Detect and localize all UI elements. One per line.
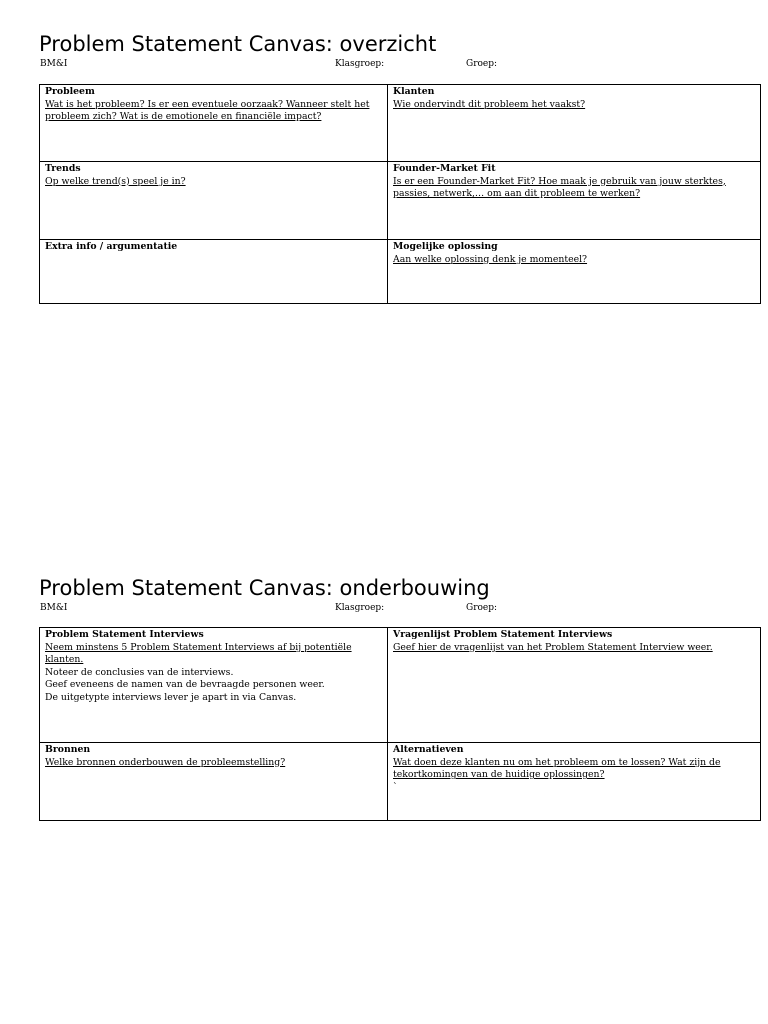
cell-title: Probleem: [45, 86, 95, 97]
cell-prompt: Wat is het probleem? Is er een eventuele oorzaak? Wanneer stelt het probleem zich? Wat is de emotionele en financiële impact?: [45, 98, 370, 123]
cell-title: Vragenlijst Problem Statement Interviews: [393, 629, 613, 640]
cell-mogelijke-oplossing[interactable]: [388, 240, 760, 303]
group-label: Groep:: [466, 59, 498, 69]
cell-klanten[interactable]: [388, 85, 760, 161]
cell-prompt: Welke bronnen onderbouwen de probleemstelling?: [45, 756, 286, 768]
meta-row: [39, 57, 762, 71]
cell-prompt: Op welke trend(s) speel je in?: [45, 175, 186, 187]
instruction-line: De uitgetypte interviews lever je apart in via Canvas.: [45, 691, 297, 703]
cell-founder-market-fit[interactable]: [388, 162, 760, 239]
group-label: Groep:: [466, 603, 498, 613]
cell-title: Founder-Market Fit: [393, 163, 496, 174]
cell-trends[interactable]: [40, 162, 387, 239]
cell-bronnen[interactable]: [40, 743, 387, 820]
cell-prompt: Wat doen deze klanten nu om het probleem om te lossen? Wat zijn de tekortkomingen van de huidige oplossingen?: [393, 756, 721, 781]
instruction-line: Geef eveneens de namen van de bevraagde personen weer.: [45, 679, 325, 691]
cell-title: Problem Statement Interviews: [45, 629, 204, 640]
cell-title: Bronnen: [45, 744, 91, 755]
page-title: Problem Statement Canvas: overzicht: [39, 32, 437, 56]
cell-prompt: Geef hier de vragenlijst van het Problem Statement Interview weer.: [393, 641, 713, 653]
page-title: Problem Statement Canvas: onderbouwing: [39, 576, 490, 600]
overview-section: [39, 30, 762, 265]
overview-canvas-grid: [39, 84, 761, 304]
cell-problem-statement-interviews[interactable]: [40, 628, 387, 742]
foundation-canvas-grid: [39, 627, 761, 821]
cell-vragenlijst[interactable]: [388, 628, 760, 742]
cell-prompt: Wie ondervindt dit probleem het vaakst?: [393, 98, 586, 110]
cell-title: Mogelijke oplossing: [393, 241, 498, 252]
program-label: BM&I: [40, 603, 68, 613]
program-label: BM&I: [40, 59, 68, 69]
cell-extra-info[interactable]: [40, 240, 387, 303]
cell-title: Klanten: [393, 86, 435, 97]
cell-prompt: Neem minstens 5 Problem Statement Interviews af bij potentiële klanten.: [45, 641, 352, 666]
foundation-section: [39, 574, 762, 793]
cell-title: Trends: [45, 163, 81, 174]
cell-title: Alternatieven: [393, 744, 464, 755]
cell-prompt: Aan welke oplossing denk je momenteel?: [393, 253, 588, 265]
stray-mark: `: [393, 781, 398, 793]
meta-row: [39, 601, 762, 615]
cell-probleem[interactable]: [40, 85, 387, 161]
cell-alternatieven[interactable]: [388, 743, 760, 820]
cell-title: Extra info / argumentatie: [45, 241, 178, 252]
instruction-line: Noteer de conclusies van de interviews.: [45, 666, 234, 678]
class-group-label: Klasgroep:: [335, 603, 385, 613]
class-group-label: Klasgroep:: [335, 59, 385, 69]
cell-prompt: Is er een Founder-Market Fit? Hoe maak je gebruik van jouw sterktes, passies, netwerk,… om aan dit probleem te werken?: [393, 175, 726, 200]
